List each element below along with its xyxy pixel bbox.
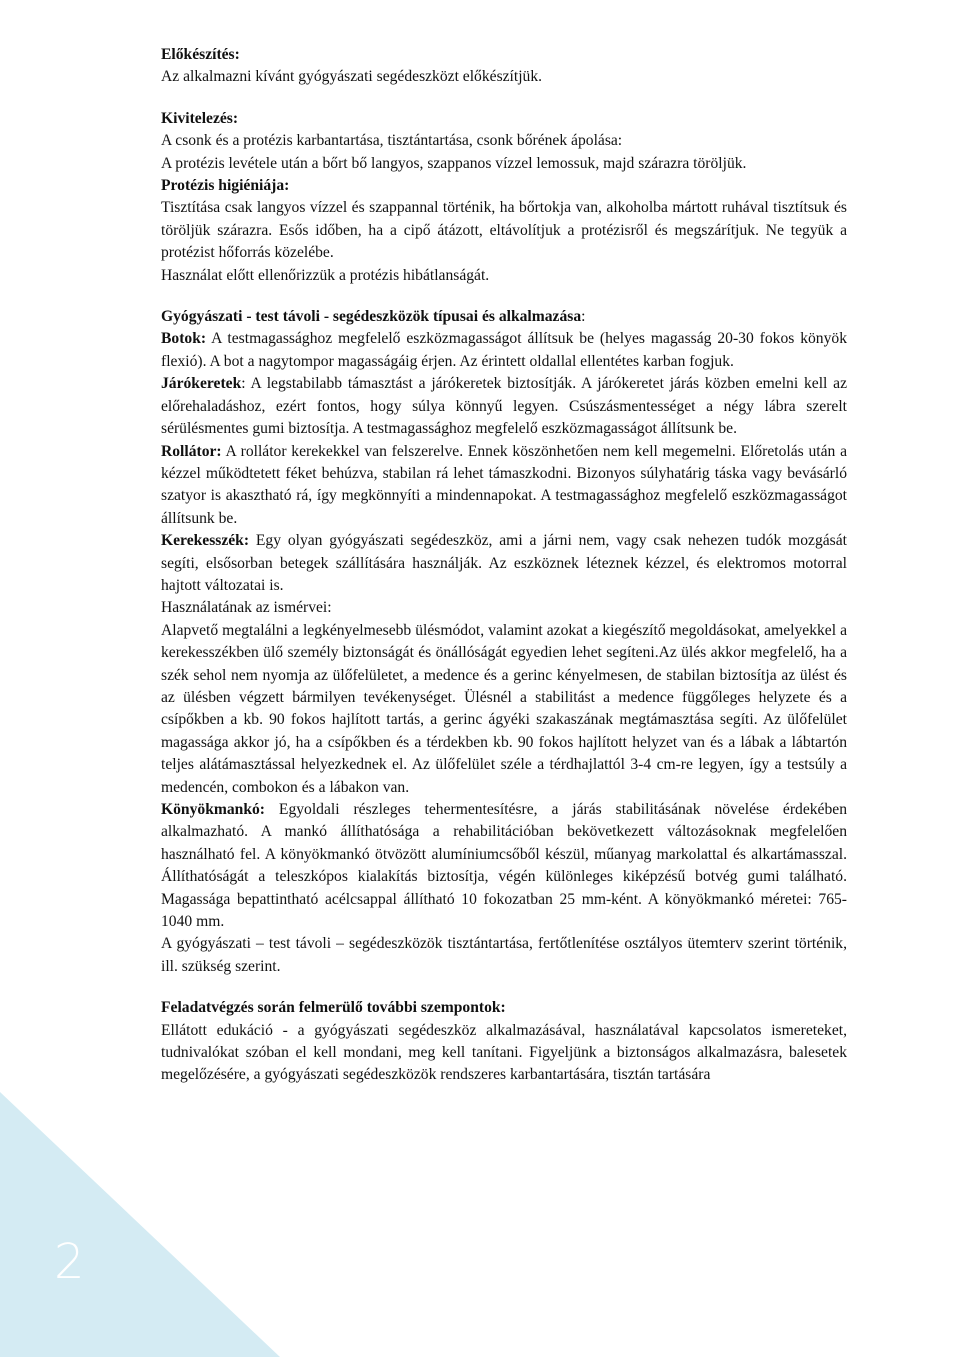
device-crutch [161,799,847,933]
hygiene-heading: Protézis higiéniája: [161,177,290,195]
devices-section [161,306,847,978]
preparation-text: Az alkalmazni kívánt gyógyászati segédeszközt előkészítjük. [161,68,543,86]
further-section [161,997,847,1087]
hygiene-check: Használat előtt ellenőrizzük a protézis hibátlanságát. [161,266,490,284]
page-number: 2 [54,1234,85,1290]
page-content [161,44,847,1087]
rollator-text: A rollátor kerekekkel van felszerelve. Ennek köszönhetően nem kell megemelni. Előretolás után a kézzel működtetett féket behúzva, stabilan rá lehet támaszkodni. Bizonyos súlyhatárig táska vagy bevásárló szatyor is akasztható rá, így megkönnyíti a mindennapokat. A testmagassághoz megfelelő eszközmagasságot állítsunk be. [161,442,847,527]
further-text: Ellátott edukáció - a gyógyászati segédeszköz alkalmazásával, használatával kapcsolatos ismereteket, tudnivalókat szóban el kell mondani, meg kell tanítani. Figyeljünk a biztonságos alkalmazásra, balesetek megelőzésére, a gyógyászati segédeszközök rendszeres karbantartására, tisztán tartására [161,1021,847,1084]
corner-decoration [0,1092,280,1357]
hygiene-text: Tisztítása csak langyos vízzel és szappannal történik, ha bőrtokja van, alkoholba mártott ruhával tisztítsuk és töröljük szárazra. Esős időben, ha a cipő átázott, eltávolítjuk a protézisről és megszárítjuk. Ne tegyük a protézist hőforrás közelébe. [161,199,847,262]
botok-label: Botok: [161,330,207,348]
criteria-title: Használatának az ismérvei: [161,599,332,617]
device-rollator [161,441,847,531]
execution-line-2: A protézis levétele után a bőrt bő langyos, szappanos vízzel lemossuk, majd szárazra töröljük. [161,154,747,172]
maintenance-text: A gyógyászati – test távoli – segédeszközök tisztántartása, fertőtlenítése osztályos ütemterv szerint történik, ill. szükség szerint. [161,935,847,975]
wheelchair-text: Egy olyan gyógyászati segédeszköz, ami a járni nem, vagy csak nehezen tudók mozgását segíti, elsősorban betegek szállítására használják. Az eszköznek léteznek kézzel, és elektromos motorral hajtott változatai is. [161,532,847,594]
device-botok [161,328,847,373]
jarokeret-label: Járókeretek [161,375,242,393]
wheelchair-label: Kerekesszék: [161,532,250,550]
execution-heading: Kivitelezés: [161,109,239,127]
botok-text: A testmagassághoz megfelelő eszközmagasságot állítsuk be (helyes magasság 20-30 fokos könyök flexió). A bot a nagytompor magasságáig érjen. Az érintett oldallal ellentétes karban fogjuk. [161,330,847,370]
devices-heading: Gyógyászati - test távoli - segédeszközök típusai és alkalmazása: [161,308,586,326]
device-jarokeret [161,373,847,440]
preparation-section [161,44,847,89]
execution-line-1: A csonk és a protézis karbantartása, tisztántartása, csonk bőrének ápolása: [161,132,623,150]
preparation-heading: Előkészítés: [161,46,240,63]
rollator-label: Rollátor: [161,442,222,460]
execution-section [161,108,847,287]
device-wheelchair [161,530,847,597]
jarokeret-text: : A legstabilabb támasztást a járókeretek biztosítják. A járókeretet járás közben emelni kell az előrehaladáshoz, ezért fontos, hogy súlya könnyű legyen. Csúszásmentességet a négy lábra szerelt sérülésmentes gumi biztosítja. A testmagassághoz megfelelő eszközmagasságot állítsunk be. [161,375,847,438]
further-heading: Feladatvégzés során felmerülő további szempontok: [161,999,506,1017]
crutch-text: Egyoldali részleges tehermentesítésre, a járás stabilitásának növelése érdekében alkalmazható. A mankó állíthatósága a rehabilitációban bekövetkezett változásoknak megfelelően használható fel. A könyökmankó ötvözött alumíniumcsőből készül, műanyag markolattal és alkartámasszal. Állíthatóságát a teleszkópos kialakítás biztosítja, végén különleges kiképzésű botvég gumi található. Magassága bepattintható acélcsappal állítható 10 fokozatban 25 mm-ként. A könyökmankó méretei: 765-1040 mm. [161,801,847,931]
crutch-label: Könyökmankó: [161,801,265,818]
criteria-text: Alapvető megtalálni a legkényelmesebb ülésmódot, valamint azokat a kiegészítő megoldásokat, amelyekkel a kerekesszékben ülő személy biztonságát és önállóságát egyedien lehet segíteni.Az ülés akkor megfelelő, ha a szék sehol nem nyomja az ülőfelületet, a medence és a gerinc kényelmesen, de stabilan biztosítja az ülést és az ülésben végzett bármilyen tevékenységet. Ülésnél a stabilitást a medence függőleges helyzete és a csípőkben a kb. 90 fokos hajlított tartás, a gerinc ágyéki szakaszának megtámasztása segíti. Az ülőfelület magassága akkor jó, ha a csípőkben és a térdekben kb. 90 fokos hajlított helyzet van és a lábak a lábtartón teljes alátámasztással helyezkednek el. Az ülőfelület széle a térdhajlattól 3-4 cm-re legyen, így a testsúly a medencén, combokon és a lábakon van. [161,621,847,796]
